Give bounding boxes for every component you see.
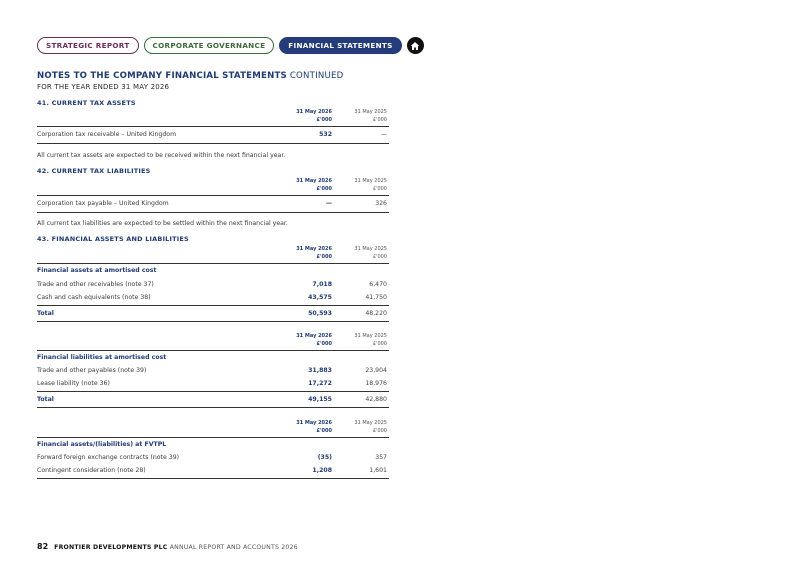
- nav-corporate-governance[interactable]: CORPORATE GOVERNANCE: [144, 37, 275, 54]
- row-label: Cash and cash equivalents (note 38): [37, 294, 151, 301]
- total-label: Total: [37, 396, 54, 403]
- row-label: Lease liability (note 36): [37, 380, 110, 387]
- total-current-value: 49,155: [308, 396, 332, 403]
- row-prior-value: 326: [375, 200, 387, 207]
- page-title-continued: CONTINUED: [286, 71, 344, 81]
- section-43-heading: 43. FINANCIAL ASSETS AND LIABILITIES: [37, 235, 189, 243]
- s43a-col-prior-date: 31 May 2025: [354, 246, 387, 252]
- home-icon: [410, 41, 420, 51]
- row-current-value: 17,272: [308, 380, 332, 387]
- s43a-total-row: [37, 308, 389, 319]
- s43f-col-current: [296, 419, 332, 435]
- s41-note: All current tax assets are expected to be received within the next financial year.: [37, 152, 286, 159]
- s41-col-prior-date: 31 May 2025: [354, 109, 387, 115]
- s43l-bottom-rule: [37, 407, 389, 408]
- row-prior-value: 6,470: [369, 281, 387, 288]
- s42-col-current: [296, 177, 332, 193]
- s43l-col-current-unit: £'000: [316, 341, 332, 347]
- row-label: Corporation tax payable – United Kingdom: [37, 200, 169, 207]
- s43f-col-prior: [354, 419, 387, 435]
- s41-row-0: [37, 129, 389, 140]
- s43a-col-prior: [354, 245, 387, 261]
- s42-col-prior: [354, 177, 387, 193]
- page-title-main: NOTES TO THE COMPANY FINANCIAL STATEMENTS: [37, 71, 287, 81]
- s43a-col-current: [296, 245, 332, 261]
- s42-bottom-rule: [37, 212, 389, 213]
- s43f-col-current-unit: £'000: [316, 428, 332, 434]
- s41-col-current: [296, 108, 332, 124]
- financial-assets-subhead: Financial assets at amortised cost: [37, 267, 157, 274]
- footer-report: ANNUAL REPORT AND ACCOUNTS 2026: [167, 544, 298, 551]
- footer-company: FRONTIER DEVELOPMENTS PLC: [54, 544, 168, 551]
- s42-col-current-date: 31 May 2026: [296, 178, 332, 184]
- row-current-value: 532: [319, 131, 332, 138]
- s43f-row-0: [37, 452, 389, 463]
- row-current-value: —: [325, 200, 332, 207]
- s43f-col-current-date: 31 May 2026: [296, 420, 332, 426]
- s42-col-prior-date: 31 May 2025: [354, 178, 387, 184]
- nav-strategic-report[interactable]: STRATEGIC REPORT: [37, 37, 139, 54]
- s41-col-prior: [354, 108, 387, 124]
- s43l-col-prior-date: 31 May 2025: [354, 333, 387, 339]
- s43f-col-prior-date: 31 May 2025: [354, 420, 387, 426]
- section-42-heading: 42. CURRENT TAX LIABILITIES: [37, 167, 151, 175]
- s43a-col-current-unit: £'000: [316, 254, 332, 260]
- s43a-bottom-rule: [37, 321, 389, 322]
- s43f-header-rule: [37, 437, 389, 438]
- section-nav: [37, 37, 424, 54]
- s43a-total-rule: [37, 305, 389, 306]
- s43a-row-0: [37, 279, 389, 290]
- page-number: 82: [37, 542, 49, 551]
- section-41-heading: 41. CURRENT TAX ASSETS: [37, 99, 136, 107]
- s42-col-prior-unit: £'000: [372, 186, 387, 192]
- s43a-header-rule: [37, 263, 389, 264]
- total-label: Total: [37, 310, 54, 317]
- s43a-row-1: [37, 292, 389, 303]
- home-button[interactable]: [407, 37, 424, 54]
- s43a-col-prior-unit: £'000: [372, 254, 387, 260]
- s43l-row-1: [37, 378, 389, 389]
- total-prior-value: 48,220: [365, 310, 387, 317]
- notes-content: [37, 71, 389, 474]
- s41-header-rule: [37, 126, 389, 127]
- s42-row-0: [37, 198, 389, 209]
- page-footer: [37, 542, 298, 551]
- s43l-row-0: [37, 365, 389, 376]
- row-prior-value: 41,750: [365, 294, 387, 301]
- s43f-bottom-rule: [37, 478, 389, 479]
- s41-col-current-date: 31 May 2026: [296, 109, 332, 115]
- row-label: Trade and other payables (note 39): [37, 367, 147, 374]
- row-label: Trade and other receivables (note 37): [37, 281, 154, 288]
- s43a-col-current-date: 31 May 2026: [296, 246, 332, 252]
- row-current-value: 43,575: [308, 294, 332, 301]
- s43l-total-rule: [37, 391, 389, 392]
- row-prior-value: 357: [375, 454, 387, 461]
- s43l-header-rule: [37, 350, 389, 351]
- s41-col-prior-unit: £'000: [372, 117, 387, 123]
- nav-financial-statements[interactable]: FINANCIAL STATEMENTS: [279, 37, 401, 54]
- row-prior-value: —: [380, 131, 387, 138]
- fvtpl-subhead: Financial assets/(liabilities) at FVTPL: [37, 441, 167, 448]
- row-label: Contingent consideration (note 28): [37, 467, 146, 474]
- s41-bottom-rule: [37, 143, 389, 144]
- row-prior-value: 1,601: [369, 467, 387, 474]
- s43l-total-row: [37, 394, 389, 405]
- page-subtitle: FOR THE YEAR ENDED 31 MAY 2026: [37, 83, 170, 91]
- page-title: [37, 71, 389, 82]
- s43l-col-current: [296, 332, 332, 348]
- s42-header-rule: [37, 195, 389, 196]
- row-prior-value: 23,904: [365, 367, 387, 374]
- row-prior-value: 18,976: [365, 380, 387, 387]
- s43l-col-prior-unit: £'000: [372, 341, 387, 347]
- s43f-col-prior-unit: £'000: [372, 428, 387, 434]
- s42-col-current-unit: £'000: [316, 186, 332, 192]
- row-current-value: 31,883: [308, 367, 332, 374]
- s42-note: All current tax liabilities are expected to be settled within the next financial year.: [37, 220, 288, 227]
- total-current-value: 50,593: [308, 310, 332, 317]
- s43l-col-current-date: 31 May 2026: [296, 333, 332, 339]
- row-label: Corporation tax receivable – United Kingdom: [37, 131, 177, 138]
- row-current-value: 1,208: [312, 467, 332, 474]
- row-current-value: (35): [317, 454, 332, 461]
- s43f-row-1: [37, 465, 389, 476]
- row-label: Forward foreign exchange contracts (note 39): [37, 454, 180, 461]
- s43l-col-prior: [354, 332, 387, 348]
- row-current-value: 7,018: [312, 281, 332, 288]
- financial-liabilities-subhead: Financial liabilities at amortised cost: [37, 354, 167, 361]
- s41-col-current-unit: £'000: [316, 117, 332, 123]
- total-prior-value: 42,880: [365, 396, 387, 403]
